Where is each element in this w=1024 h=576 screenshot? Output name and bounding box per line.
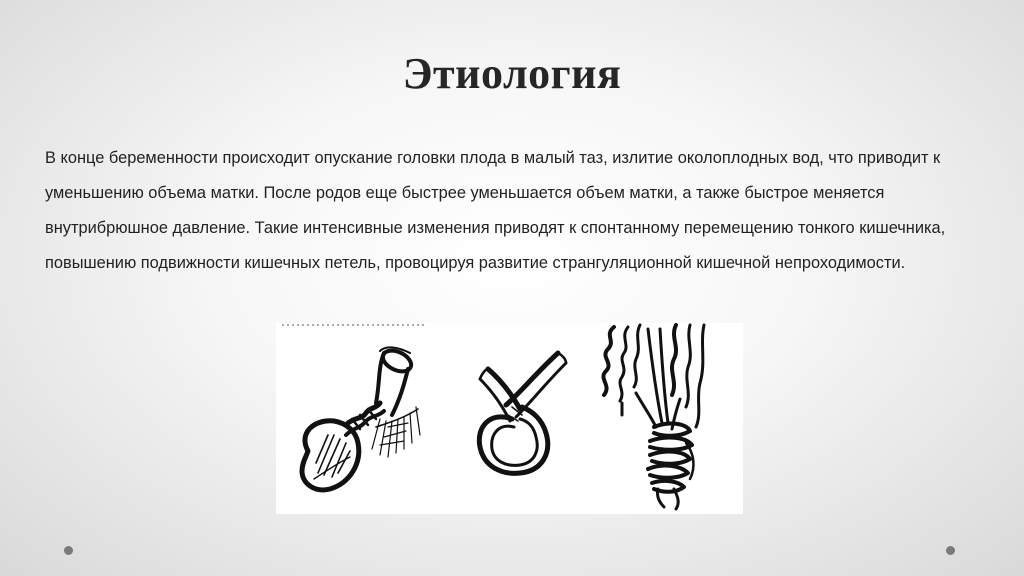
knot-icon: [479, 353, 566, 473]
intussusception-icon: [603, 325, 704, 509]
slide-title: Этиология: [402, 49, 622, 98]
slide-body-text: В конце беременности происходит опускание головки плода в малый таз, излитие околоплодных вод, что приводит к уменьшению объема матки. После родов еще быстрее уменьшается объем матки, а также быстрое меняется внутрибрюшное давление. Такие интенсивные изменения приводят к спонтанному перемещению тонкого кишечника, повышению подвижности кишечных петель, провоцируя развитие странгуляционной кишечной непроходимости.: [45, 149, 946, 272]
slide-dot-right: [946, 546, 955, 555]
slide-dot-left: [64, 546, 73, 555]
volvulus-icon: [302, 347, 420, 490]
intestinal-obstruction-illustration: [276, 323, 743, 514]
